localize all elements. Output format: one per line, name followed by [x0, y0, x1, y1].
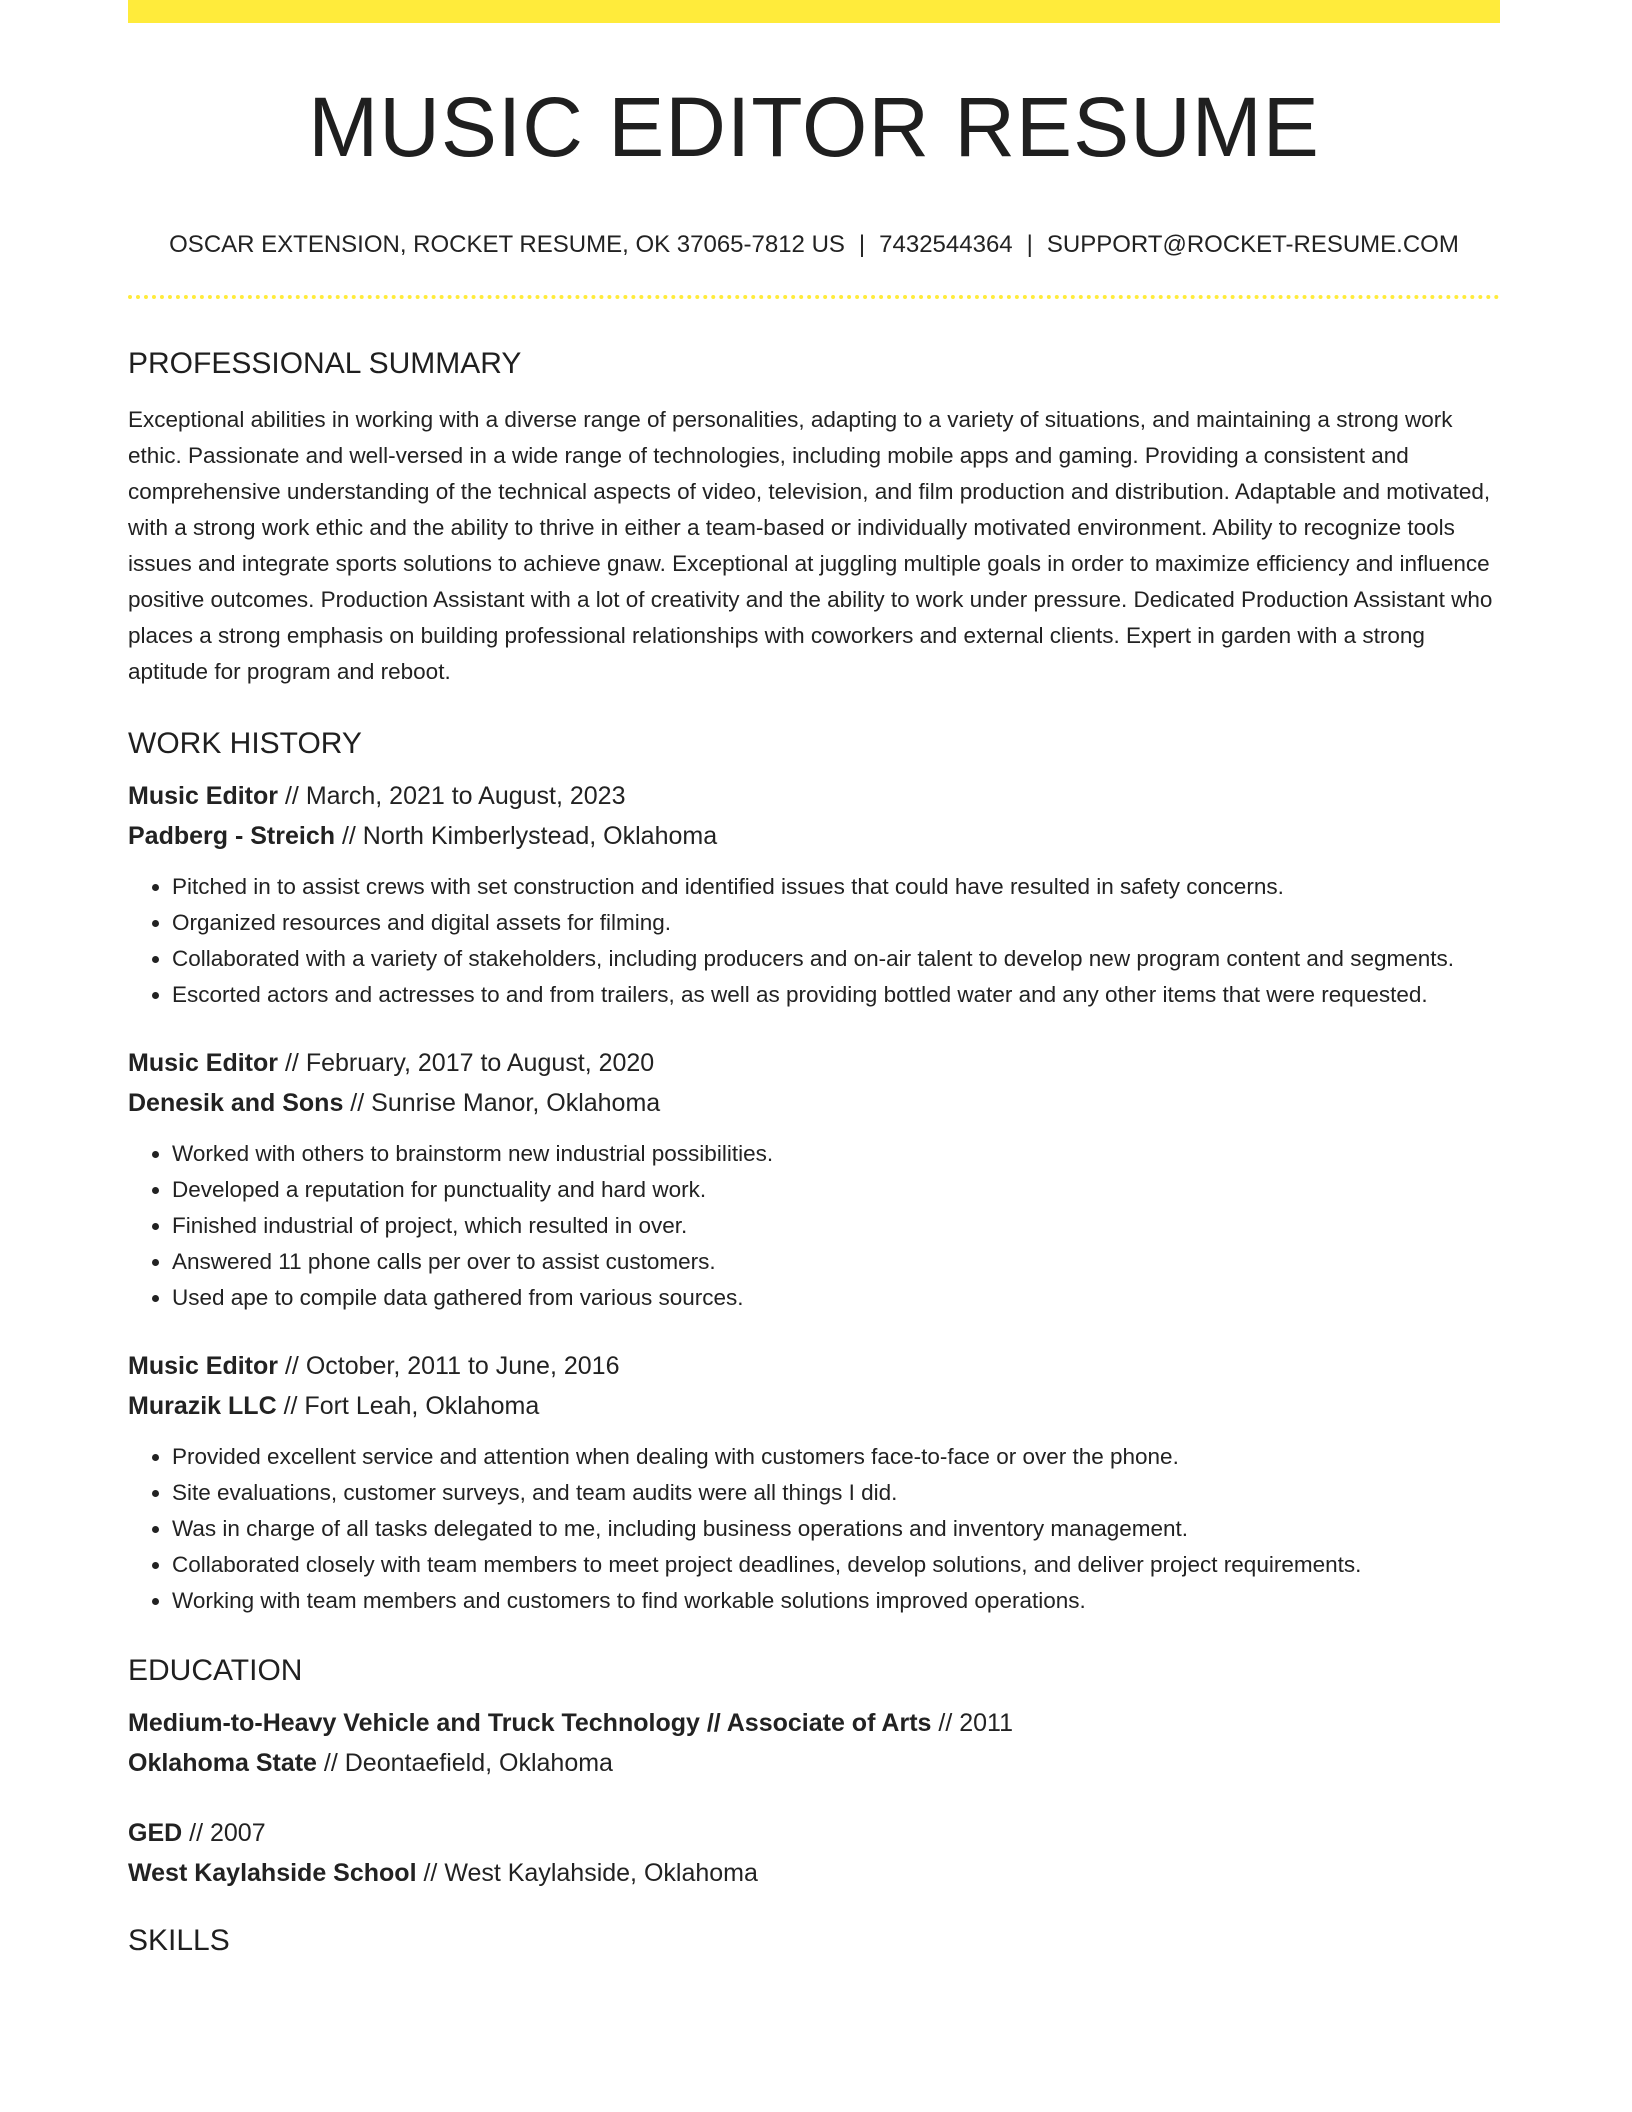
education-degree-line [128, 1813, 1500, 1853]
contact-phone[interactable]: 7432544364 [879, 231, 1013, 258]
contact-separator: | [858, 231, 866, 258]
summary-heading: PROFESSIONAL SUMMARY [128, 347, 522, 380]
contact-address: OSCAR EXTENSION, ROCKET RESUME, OK 37065-7812 US [169, 231, 845, 258]
job-dates: February, 2017 to August, 2020 [305, 1049, 655, 1077]
education-location: Deontaefield, Oklahoma [344, 1749, 613, 1777]
job-bullet: • Pitched in to assist crews with set construction and identified issues that could have resulted in safety concerns. [172, 869, 1500, 905]
job-location: Sunrise Manor, Oklahoma [371, 1089, 661, 1117]
job-bullet: • Working with team members and customers to find workable solutions improved operations. [172, 1583, 1500, 1619]
line-separator: // [182, 1819, 210, 1847]
job-company: Murazik LLC [128, 1392, 277, 1420]
job-bullet: • Developed a reputation for punctuality and hard work. [172, 1172, 1500, 1208]
education-location: West Kaylahside, Oklahoma [444, 1859, 758, 1887]
job-bullets [128, 869, 1500, 1013]
education-school: Oklahoma State [128, 1749, 317, 1777]
job-title: Music Editor [128, 782, 279, 810]
contact-email[interactable]: SUPPORT@ROCKET-RESUME.COM [1046, 231, 1459, 258]
contact-line [128, 233, 1500, 257]
line-separator: // [931, 1709, 960, 1737]
job-company-line [128, 1083, 1500, 1123]
job-bullet: • Site evaluations, customer surveys, and team audits were all things I did. [172, 1475, 1500, 1511]
job-dates: October, 2011 to June, 2016 [305, 1352, 620, 1380]
job-company-line [128, 816, 1500, 856]
resume-page [128, 0, 1500, 1956]
job-bullet: • Was in charge of all tasks delegated to me, including business operations and inventory management. [172, 1511, 1500, 1547]
line-separator: // [316, 1749, 345, 1777]
job-location: Fort Leah, Oklahoma [304, 1392, 540, 1420]
line-separator: // [276, 1392, 305, 1420]
top-accent-bar [128, 0, 1500, 23]
job-bullet: • Answered 11 phone calls per over to assist customers. [172, 1244, 1500, 1280]
education-degree: Medium-to-Heavy Vehicle and Truck Technology // Associate of Arts [128, 1709, 932, 1737]
education-entry [128, 1703, 1500, 1783]
education-entry [128, 1813, 1500, 1893]
summary-text: Exceptional abilities in working with a diverse range of personalities, adapting to a variety of situations, and maintaining a strong work ethic. Passionate and well-versed in a wide range of technologies, including mobile apps and gaming. Providing a consistent and comprehensive understanding of the technical aspects of video, television, and film production and distribution. Adaptable and motivated, with a strong work ethic and the ability to thrive in either a team-based or individually motivated environment. Ability to recognize tools issues and integrate sports solutions to achieve gnaw. Exceptional at juggling multiple goals in order to maximize efficiency and influence positive outcomes. Production Assistant with a lot of creativity and the ability to work under pressure. Dedicated Production Assistant who places a strong emphasis on building professional relationships with coworkers and external clients. Expert in garden with a strong aptitude for program and reboot. [128, 407, 1493, 684]
job-bullet: • Collaborated with a variety of stakeholders, including producers and on-air talent to develop new program content and segments. [172, 941, 1500, 977]
education-degree-line [128, 1703, 1500, 1743]
job-company: Denesik and Sons [128, 1089, 344, 1117]
job-bullets [128, 1439, 1500, 1619]
job-bullet: • Escorted actors and actresses to and from trailers, as well as providing bottled water and any other items that were requested. [172, 977, 1500, 1013]
education-school-line [128, 1853, 1500, 1893]
job-title: Music Editor [128, 1049, 279, 1077]
job-bullet: • Organized resources and digital assets for filming. [172, 905, 1500, 941]
job-bullet: • Worked with others to brainstorm new industrial possibilities. [172, 1136, 1500, 1172]
job-location: North Kimberlystead, Oklahoma [362, 822, 718, 850]
line-separator: // [335, 822, 363, 850]
education-school-line [128, 1743, 1500, 1783]
education-year: 2011 [959, 1709, 1013, 1737]
job-bullets [128, 1136, 1500, 1316]
contact-separator: | [1026, 231, 1033, 258]
resume-title: MUSIC EDITOR RESUME [308, 80, 1320, 174]
job-entry [128, 1043, 1500, 1316]
education-heading: EDUCATION [128, 1654, 303, 1687]
work-history-heading: WORK HISTORY [128, 727, 362, 760]
job-title-line [128, 1043, 1500, 1083]
job-title-line [128, 776, 1500, 816]
education-degree: GED [128, 1819, 183, 1847]
job-title: Music Editor [128, 1352, 279, 1380]
job-entry [128, 776, 1500, 1013]
job-entry [128, 1346, 1500, 1619]
line-separator: // [278, 1352, 306, 1380]
job-bullet: • Used ape to compile data gathered from various sources. [172, 1280, 1500, 1316]
job-dates: March, 2021 to August, 2023 [305, 782, 626, 810]
dotted-divider [128, 295, 1500, 299]
line-separator: // [343, 1089, 372, 1117]
line-separator: // [278, 1049, 306, 1077]
skills-heading: SKILLS [128, 1924, 230, 1957]
education-year: 2007 [209, 1819, 266, 1847]
job-bullet: • Collaborated closely with team members to meet project deadlines, develop solutions, and deliver project requirements. [172, 1547, 1500, 1583]
job-bullet: • Provided excellent service and attention when dealing with customers face-to-face or over the phone. [172, 1439, 1500, 1475]
job-company-line [128, 1386, 1500, 1426]
job-title-line [128, 1346, 1500, 1386]
line-separator: // [416, 1859, 445, 1887]
education-school: West Kaylahside School [128, 1859, 417, 1887]
job-bullet: • Finished industrial of project, which resulted in over. [172, 1208, 1500, 1244]
job-company: Padberg - Streich [128, 822, 335, 850]
line-separator: // [278, 782, 306, 810]
